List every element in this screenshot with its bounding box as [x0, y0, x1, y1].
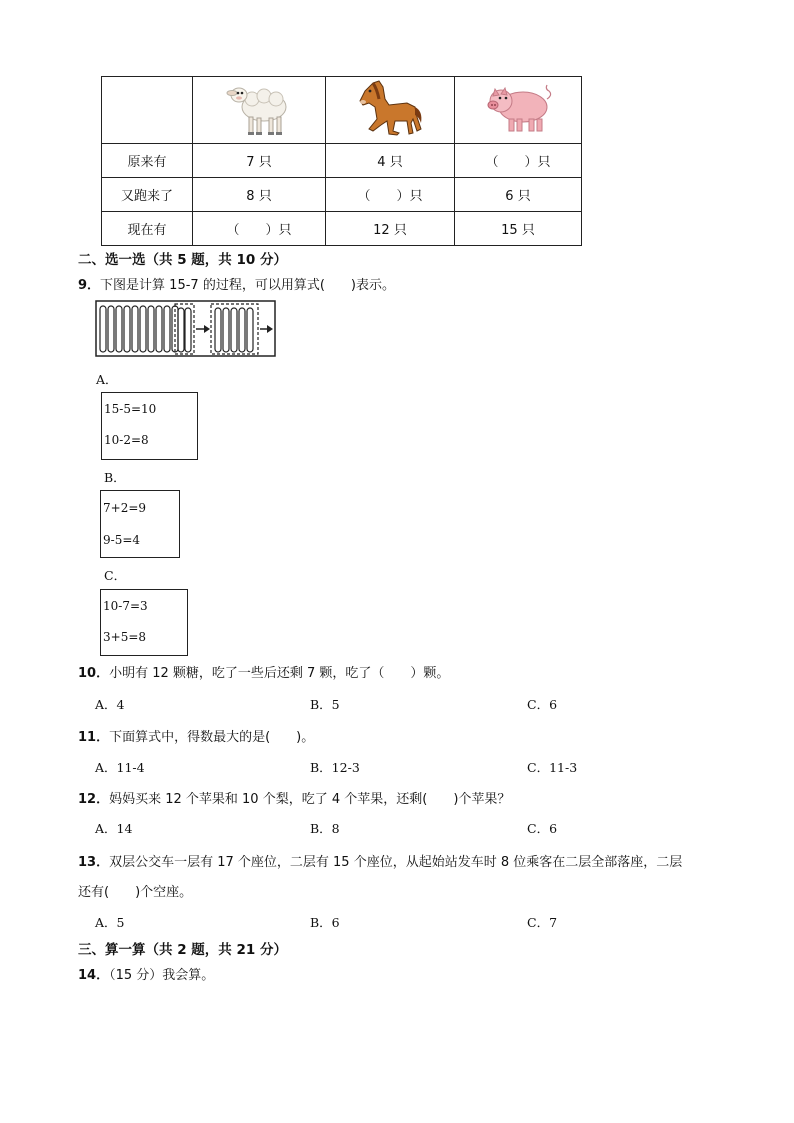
option-b[interactable]: B．8 — [310, 821, 340, 836]
equation-line: 7+2=9 — [103, 501, 147, 515]
horse-icon — [355, 77, 425, 139]
option-a-box[interactable] — [101, 392, 198, 460]
question-number: 10． — [78, 666, 110, 681]
option-b[interactable]: B．12-3 — [310, 760, 360, 775]
row-label: 现在有 — [102, 212, 193, 246]
question-13 — [78, 851, 682, 870]
question-12 — [78, 788, 510, 807]
option-a[interactable]: A．5 — [95, 915, 125, 930]
table-cell: 7 只 — [193, 144, 326, 178]
stick-bundle-diagram — [95, 300, 277, 358]
question-text-line-1: 双层公交车一层有 17 个座位，二层有 15 个座位，从起始站发车时 8 位乘客在二层全部落座，二层 — [109, 855, 683, 870]
table-cell: 8 只 — [193, 178, 326, 212]
question-text: 下面算式中，得数最大的是( )。 — [109, 730, 315, 745]
equation-line: 9-5=4 — [103, 533, 141, 547]
option-b[interactable]: B．6 — [310, 915, 340, 930]
option-c-box[interactable] — [100, 589, 188, 656]
option-a[interactable]: A．4 — [95, 697, 125, 712]
table-row — [102, 212, 582, 246]
horse-cell — [326, 77, 455, 144]
sheep-cell — [193, 77, 326, 144]
question-13-line-2: 还有( )个空座。 — [78, 885, 193, 900]
table-cell: 15 只 — [455, 212, 582, 246]
table-cell: （ ）只 — [193, 212, 326, 246]
option-a[interactable]: A．14 — [95, 821, 133, 836]
option-a-label[interactable]: A． — [96, 372, 118, 387]
option-b[interactable]: B．5 — [310, 697, 340, 712]
option-c[interactable]: C．6 — [527, 697, 558, 712]
question-number: 13． — [78, 855, 110, 870]
table-cell: 4 只 — [326, 144, 455, 178]
question-text: （15 分）我会算。 — [109, 968, 215, 983]
question-11 — [78, 726, 314, 745]
equation-line: 3+5=8 — [103, 630, 147, 644]
table-row — [102, 144, 582, 178]
equation-line: 15-5=10 — [104, 402, 157, 416]
table-cell: （ ）只 — [455, 144, 582, 178]
question-number: 14． — [78, 968, 110, 983]
equation-line: 10-2=8 — [104, 433, 149, 447]
option-c-label[interactable]: C． — [104, 568, 127, 583]
row-label: 又跑来了 — [102, 178, 193, 212]
option-b-box[interactable] — [100, 490, 180, 558]
question-number: 12． — [78, 792, 110, 807]
question-9 — [78, 274, 395, 293]
section-2-title: 二、选一选（共 5 题，共 10 分） — [78, 252, 287, 268]
sheep-icon — [224, 77, 294, 139]
equation-line: 10-7=3 — [103, 599, 148, 613]
table-cell: 12 只 — [326, 212, 455, 246]
table-cell: 6 只 — [455, 178, 582, 212]
question-number: 9． — [78, 278, 101, 293]
question-14 — [78, 964, 214, 983]
pig-icon — [483, 77, 553, 139]
question-text: 妈妈买来 12 个苹果和 10 个梨，吃了 4 个苹果，还剩( )个苹果？ — [109, 792, 511, 807]
question-text: 小明有 12 颗糖，吃了一些后还剩 7 颗，吃了（ ）颗。 — [109, 666, 450, 681]
option-c[interactable]: C．7 — [527, 915, 558, 930]
question-10 — [78, 662, 449, 681]
option-a[interactable]: A．11-4 — [95, 760, 145, 775]
section-3-title: 三、算一算（共 2 题，共 21 分） — [78, 942, 287, 958]
option-c[interactable]: C．6 — [527, 821, 558, 836]
animal-count-table — [101, 76, 582, 246]
question-number: 11． — [78, 730, 110, 745]
table-cell: （ ）只 — [326, 178, 455, 212]
option-c[interactable]: C．11-3 — [527, 760, 578, 775]
table-corner-cell — [102, 77, 193, 144]
pig-cell — [455, 77, 582, 144]
question-text: 下图是计算 15-7 的过程，可以用算式( )表示。 — [100, 278, 395, 293]
row-label: 原来有 — [102, 144, 193, 178]
table-row — [102, 178, 582, 212]
option-b-label[interactable]: B． — [104, 470, 126, 485]
